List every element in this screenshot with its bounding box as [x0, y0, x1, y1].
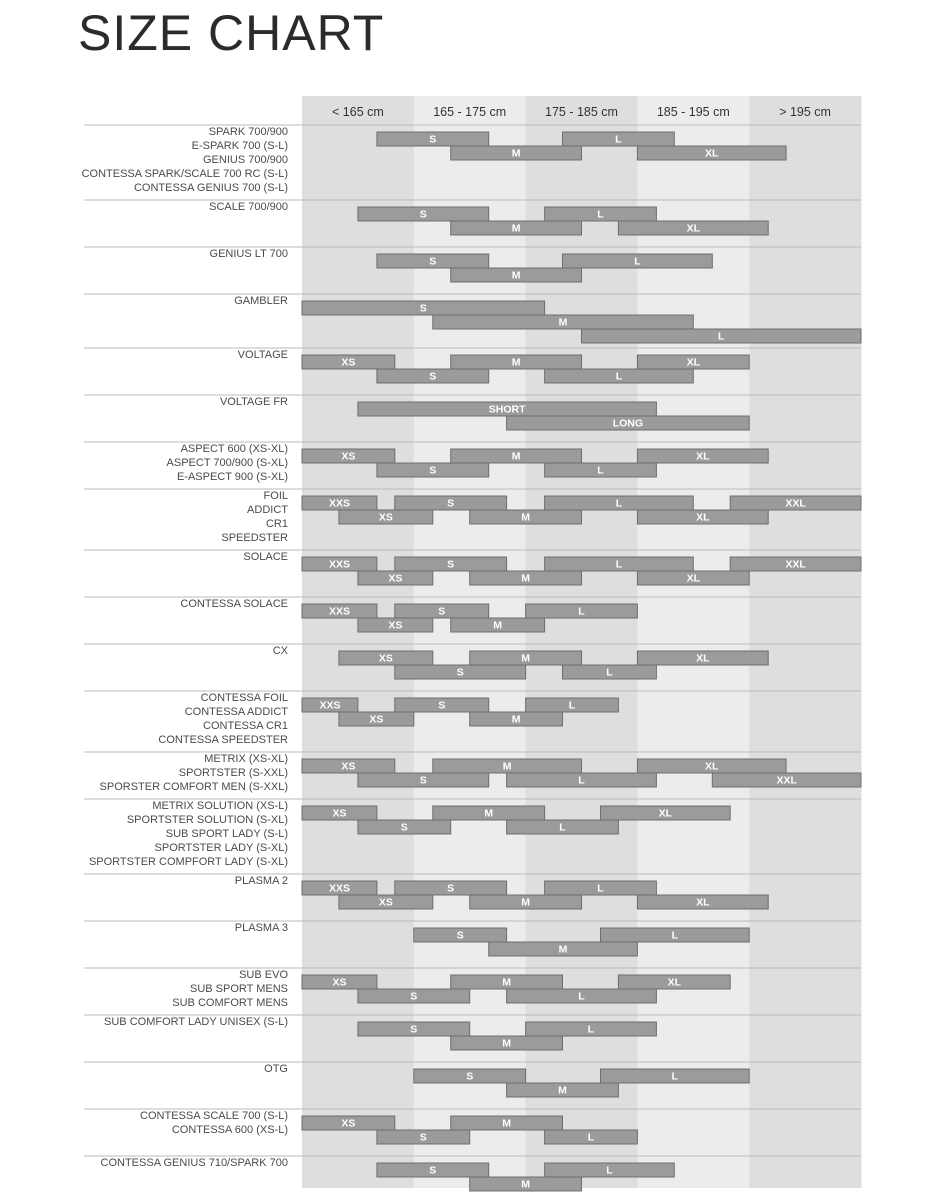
size-bar-label: S [429, 464, 437, 477]
size-bar-label: L [615, 497, 623, 510]
size-bar-label: M [558, 316, 568, 329]
size-bar-label: L [615, 133, 622, 146]
size-bar-label: M [511, 222, 521, 235]
model-label: GAMBLER [234, 295, 288, 307]
size-bar-label: XXS [328, 497, 350, 510]
model-label: E-ASPECT 900 (S-XL) [176, 471, 288, 483]
model-label: GENIUS 700/900 [203, 154, 288, 166]
size-bar-label: L [578, 990, 585, 1003]
size-bar-label: S [429, 370, 437, 383]
model-label: SPORSTER COMFORT MEN (S-XXL) [99, 781, 288, 793]
size-bar-label: XL [696, 450, 710, 463]
size-bar-label: L [559, 821, 566, 834]
model-label: CONTESSA FOIL [200, 692, 288, 704]
size-bar-label: S [429, 133, 437, 146]
model-label: CONTESSA GENIUS 700 (S-L) [133, 182, 288, 194]
model-label: ASPECT 700/900 (S-XL) [166, 457, 288, 469]
model-label: SPORTSTER SOLUTION (S-XL) [126, 814, 288, 826]
size-bar-label: L [597, 208, 604, 221]
size-bar-label: M [521, 652, 530, 665]
size-bar-label: S [438, 605, 446, 618]
size-bar-label: XL [686, 572, 701, 585]
size-bar-label: XL [705, 147, 719, 160]
size-bar-label: L [587, 1023, 595, 1036]
model-label: CONTESSA SPARK/SCALE 700 RC (S-L) [81, 168, 288, 180]
size-bar-label: S [447, 497, 455, 510]
model-label: METRIX SOLUTION (XS-L) [152, 800, 288, 812]
size-bar-label: M [502, 760, 512, 773]
size-bar-label: L [597, 464, 604, 477]
size-bar-label: M [511, 450, 521, 463]
model-label: ASPECT 600 (XS-XL) [180, 443, 288, 455]
column-band [749, 96, 861, 1188]
size-bar-label: M [502, 1117, 511, 1130]
model-label: CONTESSA CR1 [203, 720, 288, 732]
model-label: CX [272, 645, 288, 657]
size-bar-label: M [521, 1178, 530, 1191]
size-bar-label: XS [332, 976, 347, 989]
model-label: CONTESSA SOLACE [180, 598, 288, 610]
size-bar-label: XS [341, 450, 356, 463]
model-label: VOLTAGE [237, 349, 288, 361]
model-label: ADDICT [247, 504, 288, 516]
size-bar-label: L [615, 370, 623, 383]
model-label: SPARK 700/900 [208, 126, 288, 138]
model-label: PLASMA 2 [234, 875, 288, 887]
size-bar-label: M [484, 807, 494, 820]
size-bar-label: LONG [612, 417, 644, 430]
model-label: SPORTSTER COMPFORT LADY (S-XL) [88, 856, 288, 868]
model-label: SOLACE [243, 551, 288, 563]
size-bar-label: M [511, 147, 521, 160]
size-bar-label: XXL [776, 774, 797, 787]
size-bar-label: S [456, 666, 464, 679]
size-bar-label: S [419, 302, 427, 315]
size-bar-label: XS [378, 511, 393, 524]
model-label: SUB SPORT LADY (S-L) [165, 828, 288, 840]
size-bar-label: XS [388, 572, 403, 585]
page-title: SIZE CHART [78, 5, 385, 61]
size-bar-label: XS [369, 713, 384, 726]
size-bar-label: L [615, 558, 623, 571]
size-bar-label: M [493, 619, 503, 632]
column-header: 165 - 175 cm [433, 105, 507, 119]
size-bar-label: XL [667, 976, 682, 989]
size-bar-label: L [587, 1131, 595, 1144]
model-label: GENIUS LT 700 [209, 248, 288, 260]
model-label: SCALE 700/900 [209, 201, 288, 213]
model-label: SUB COMFORT LADY UNISEX (S-L) [104, 1016, 288, 1028]
size-bar-label: S [466, 1070, 474, 1083]
size-bar-label: XXL [785, 497, 806, 510]
column-header: < 165 cm [332, 105, 384, 119]
size-bar-label: S [429, 255, 437, 268]
size-bar-label: XXS [328, 605, 350, 618]
size-bar-label: L [578, 605, 585, 618]
model-label: E-SPARK 700 (S-L) [191, 140, 288, 152]
column-header: 185 - 195 cm [656, 105, 730, 119]
size-bar-label: S [419, 208, 427, 221]
size-bar-label: XL [705, 760, 719, 773]
size-bar-label: L [671, 1070, 679, 1083]
size-bar-label: XXS [328, 558, 350, 571]
size-bar-label: S [438, 699, 446, 712]
size-bar-label: M [511, 269, 521, 282]
model-label: CR1 [265, 518, 288, 530]
size-bar-label: XS [388, 619, 403, 632]
size-bar-label: S [419, 774, 427, 787]
model-label: PLASMA 3 [234, 922, 288, 934]
size-bar-label: L [634, 255, 641, 268]
size-bar-label: L [671, 929, 679, 942]
model-label: SUB EVO [239, 969, 288, 981]
size-bar-label: S [419, 1131, 427, 1144]
size-bar-label: M [502, 976, 511, 989]
size-bar-label: XL [696, 652, 710, 665]
size-bar-label: XS [341, 760, 356, 773]
column-header: > 195 cm [779, 105, 831, 119]
model-label: CONTESSA 600 (XS-L) [171, 1124, 288, 1136]
model-label: CONTESSA GENIUS 710/SPARK 700 [100, 1157, 288, 1169]
size-bar-label: XS [341, 1117, 356, 1130]
model-label: SUB COMFORT MENS [172, 997, 288, 1009]
size-bar-label: L [606, 666, 613, 679]
model-label: FOIL [263, 490, 288, 502]
size-bar-label: S [410, 990, 418, 1003]
model-label: CONTESSA SPEEDSTER [158, 734, 288, 746]
size-bar-label: XS [378, 896, 393, 909]
model-label: OTG [264, 1063, 288, 1075]
size-bar-label: XL [696, 896, 710, 909]
size-bar-label: M [558, 943, 568, 956]
size-bar-label: XL [686, 356, 701, 369]
size-bar-label: S [447, 882, 455, 895]
model-label: CONTESSA ADDICT [184, 706, 288, 718]
size-bar-label: XS [378, 652, 393, 665]
model-label: SPORTSTER (S-XXL) [178, 767, 288, 779]
model-label: CONTESSA SCALE 700 (S-L) [140, 1110, 288, 1122]
size-bar-label: M [558, 1084, 567, 1097]
size-bar-label: M [511, 713, 521, 726]
model-label: METRIX (XS-XL) [204, 753, 288, 765]
size-bar-label: L [568, 699, 576, 712]
size-bar-label: XS [341, 356, 356, 369]
size-bar-label: M [511, 356, 521, 369]
size-bar-label: XS [332, 807, 347, 820]
size-bar-label: XXL [785, 558, 806, 571]
size-bar-label: XL [696, 511, 710, 524]
size-bar-label: M [521, 572, 530, 585]
size-bar-label: L [606, 1164, 613, 1177]
size-bar-label: L [718, 330, 725, 343]
size-bar-label: XL [658, 807, 673, 820]
size-bar-label: M [502, 1037, 511, 1050]
size-bar-label: XXS [319, 699, 341, 712]
size-bar-label: L [578, 774, 585, 787]
size-bar-label: S [456, 929, 464, 942]
model-label: SUB SPORT MENS [189, 983, 288, 995]
size-bar-label: S [410, 1023, 418, 1036]
size-bar-label: S [447, 558, 455, 571]
column-header: 175 - 185 cm [545, 105, 618, 119]
model-label: SPORTSTER LADY (S-XL) [154, 842, 288, 854]
size-bar-label: M [521, 896, 530, 909]
model-label: SPEEDSTER [221, 532, 288, 544]
size-bar-label: M [521, 511, 530, 524]
size-bar-label: XXS [328, 882, 350, 895]
size-bar-label: SHORT [488, 403, 526, 416]
size-bar-label: S [400, 821, 408, 834]
size-bar-label: S [429, 1164, 437, 1177]
size-bar-label: XL [686, 222, 701, 235]
model-label: VOLTAGE FR [219, 396, 288, 408]
size-bar-label: L [597, 882, 604, 895]
